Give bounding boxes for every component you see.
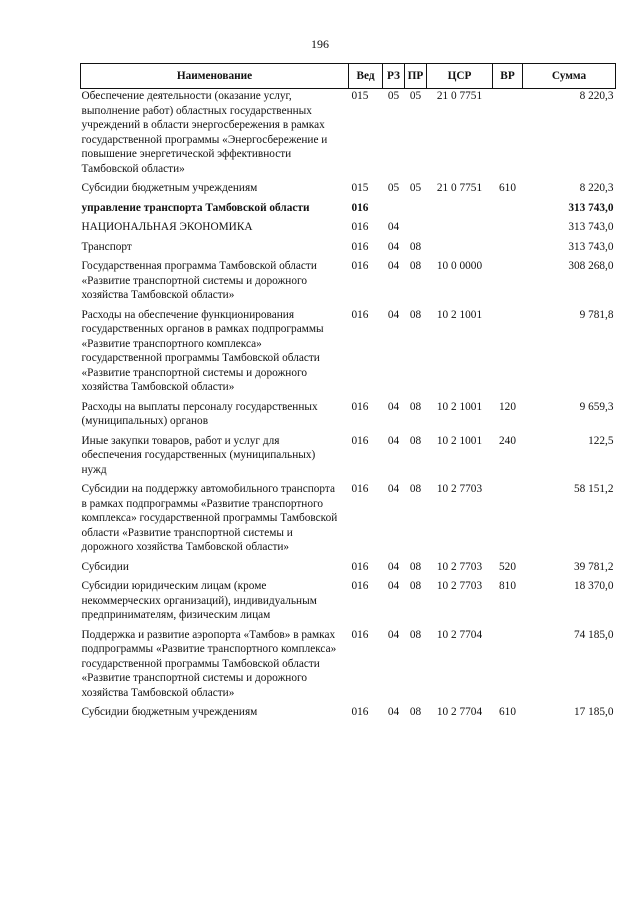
row-pr: 08 bbox=[409, 580, 422, 592]
row-vr bbox=[493, 240, 523, 255]
row-pr: 05 bbox=[409, 90, 422, 102]
row-sum: 9 659,3 bbox=[579, 400, 614, 413]
row-pr: 08 bbox=[409, 483, 422, 495]
row-ved: 016 bbox=[351, 221, 369, 233]
row-sum: 39 781,2 bbox=[573, 560, 614, 573]
row-ved: 016 bbox=[351, 483, 369, 495]
row-rz: 04 bbox=[387, 400, 400, 413]
row-pr: 05 bbox=[409, 182, 422, 194]
row-ved: 016 bbox=[351, 560, 369, 573]
row-name: Субсидии юридическим лицам (кроме некоммерческих организаций), индивидуальным предпринимателям, физическим лицам bbox=[81, 580, 317, 621]
row-csr: 10 2 1001 bbox=[436, 400, 483, 413]
row-pr: 08 bbox=[409, 400, 422, 413]
row-csr: 10 0 0000 bbox=[436, 260, 483, 272]
row-rz: 04 bbox=[387, 706, 400, 718]
row-pr: 08 bbox=[409, 434, 422, 447]
row-pr bbox=[405, 220, 427, 235]
row-rz: 04 bbox=[387, 483, 400, 495]
row-csr: 21 0 7751 bbox=[436, 90, 483, 102]
row-ved: 016 bbox=[351, 400, 369, 413]
row-ved: 015 bbox=[351, 182, 369, 194]
row-vr: 610 bbox=[499, 706, 516, 718]
row-sum: 8 220,3 bbox=[579, 90, 614, 102]
table-body bbox=[81, 89, 616, 720]
row-sum: 17 185,0 bbox=[573, 706, 614, 718]
row-pr: 08 bbox=[409, 308, 422, 321]
row-name: Государственная программа Тамбовской области «Развитие транспортной системы и дорожного хозяйства Тамбовской области» bbox=[81, 260, 317, 301]
table-row bbox=[81, 220, 616, 235]
row-csr: 10 2 7703 bbox=[436, 483, 483, 495]
row-name: управление транспорта Тамбовской области bbox=[81, 201, 310, 214]
row-rz: 04 bbox=[387, 308, 400, 321]
row-name: Поддержка и развитие аэропорта «Тамбов» в рамках подпрограммы «Развитие транспортного комплекса» государственной программы Тамбовской области «Развитие транспортной системы и дорожного хозяйства Тамбовской области» bbox=[81, 628, 337, 699]
row-rz: 04 bbox=[387, 560, 400, 573]
row-sum: 313 743,0 bbox=[568, 201, 614, 214]
row-csr: 10 2 7703 bbox=[436, 580, 483, 592]
table-row bbox=[81, 705, 616, 720]
row-vr bbox=[493, 259, 523, 303]
header-rz: РЗ bbox=[383, 64, 405, 89]
table-row bbox=[81, 89, 616, 177]
row-sum: 308 268,0 bbox=[568, 260, 614, 272]
header-name: Наименование bbox=[81, 64, 349, 89]
row-pr bbox=[405, 201, 427, 216]
table-row bbox=[81, 482, 616, 555]
row-pr: 08 bbox=[409, 706, 422, 718]
row-pr: 08 bbox=[409, 560, 422, 573]
table-row-department bbox=[81, 201, 616, 216]
row-ved: 016 bbox=[351, 580, 369, 592]
header-csr: ЦСР bbox=[427, 64, 493, 89]
row-name: Иные закупки товаров, работ и услуг для обеспечения государственных (муниципальных) нужд bbox=[81, 434, 316, 476]
table-row bbox=[81, 579, 616, 623]
row-name: Субсидии bbox=[81, 560, 129, 573]
row-name: Расходы на выплаты персоналу государственных (муниципальных) органов bbox=[81, 400, 318, 427]
row-ved: 016 bbox=[351, 706, 369, 718]
row-sum: 8 220,3 bbox=[579, 182, 614, 194]
header-ved: Вед bbox=[349, 64, 383, 89]
row-vr bbox=[493, 628, 523, 701]
row-rz: 05 bbox=[387, 182, 400, 194]
row-name: Субсидии бюджетным учреждениям bbox=[81, 706, 258, 718]
row-rz: 04 bbox=[387, 580, 400, 592]
row-rz bbox=[383, 201, 405, 216]
budget-table-container bbox=[80, 63, 615, 720]
row-ved: 016 bbox=[351, 308, 369, 321]
row-name: Субсидии на поддержку автомобильного транспорта в рамках подпрограммы «Развитие транспортного комплекса» государственной программы Тамбовской области «Развитие транспортной системы и дорожного хозяйства Тамбовской области» bbox=[81, 483, 338, 553]
row-vr bbox=[493, 308, 523, 395]
row-pr: 08 bbox=[409, 260, 422, 272]
row-sum: 74 185,0 bbox=[573, 628, 614, 641]
row-vr: 120 bbox=[499, 400, 516, 413]
row-vr: 520 bbox=[499, 560, 516, 573]
row-pr: 08 bbox=[409, 628, 422, 641]
row-rz: 04 bbox=[387, 628, 400, 641]
row-vr: 610 bbox=[499, 182, 516, 194]
row-csr bbox=[427, 220, 493, 235]
row-vr bbox=[493, 201, 523, 216]
row-csr: 10 2 1001 bbox=[436, 434, 483, 447]
row-sum: 18 370,0 bbox=[573, 580, 614, 592]
header-row bbox=[81, 64, 616, 89]
table-header bbox=[81, 64, 616, 89]
row-csr bbox=[427, 240, 493, 255]
row-name: Расходы на обеспечение функционирования государственных органов в рамках подпрограммы «Развитие транспортного комплекса» государственной программы Тамбовской области «Развитие транспортной системы и дорожного хозяйства Тамбовской области» bbox=[81, 308, 324, 393]
row-ved: 016 bbox=[351, 628, 369, 641]
row-vr bbox=[493, 482, 523, 555]
row-csr: 10 2 1001 bbox=[436, 308, 483, 321]
header-vr: ВР bbox=[493, 64, 523, 89]
row-ved: 015 bbox=[351, 90, 369, 102]
row-sum: 9 781,8 bbox=[579, 308, 614, 321]
row-csr: 10 2 7704 bbox=[436, 706, 483, 718]
row-rz: 04 bbox=[387, 434, 400, 447]
row-csr bbox=[427, 201, 493, 216]
row-sum: 313 743,0 bbox=[568, 240, 614, 253]
row-csr: 10 2 7704 bbox=[436, 628, 483, 641]
table-row bbox=[81, 259, 616, 303]
row-sum: 313 743,0 bbox=[568, 221, 614, 233]
row-sum: 58 151,2 bbox=[573, 483, 614, 495]
row-name: НАЦИОНАЛЬНАЯ ЭКОНОМИКА bbox=[81, 221, 253, 233]
row-ved: 016 bbox=[351, 434, 369, 447]
row-name: Субсидии бюджетным учреждениям bbox=[81, 182, 258, 194]
page-number: 196 bbox=[311, 37, 329, 51]
row-rz: 04 bbox=[387, 260, 400, 272]
table-row bbox=[81, 628, 616, 701]
table-row bbox=[81, 308, 616, 395]
table-row bbox=[81, 181, 616, 196]
row-csr: 10 2 7703 bbox=[436, 560, 483, 573]
row-rz: 04 bbox=[387, 240, 400, 253]
row-vr: 810 bbox=[499, 580, 516, 592]
header-sum: Сумма bbox=[523, 64, 616, 89]
row-ved: 016 bbox=[351, 201, 369, 214]
row-name: Обеспечение деятельности (оказание услуг, выполнение работ) областных государственных учреждений в области энергосбережения в рамках государственной программы «Энергосбережение и повышение энергетической эффективности Тамбовской области» bbox=[81, 90, 328, 175]
row-rz: 05 bbox=[387, 90, 400, 102]
row-sum: 122,5 bbox=[588, 434, 614, 447]
row-vr bbox=[493, 89, 523, 177]
row-csr: 21 0 7751 bbox=[436, 182, 483, 194]
header-pr: ПР bbox=[405, 64, 427, 89]
row-ved: 016 bbox=[351, 240, 369, 253]
row-vr bbox=[493, 220, 523, 235]
row-pr: 08 bbox=[409, 240, 422, 253]
row-ved: 016 bbox=[351, 260, 369, 272]
table-row bbox=[81, 240, 616, 255]
row-name: Транспорт bbox=[81, 240, 132, 253]
table-row bbox=[81, 400, 616, 429]
table-row bbox=[81, 560, 616, 575]
budget-table bbox=[80, 63, 616, 720]
table-row bbox=[81, 434, 616, 478]
row-rz: 04 bbox=[387, 221, 400, 233]
row-vr: 240 bbox=[499, 434, 516, 447]
